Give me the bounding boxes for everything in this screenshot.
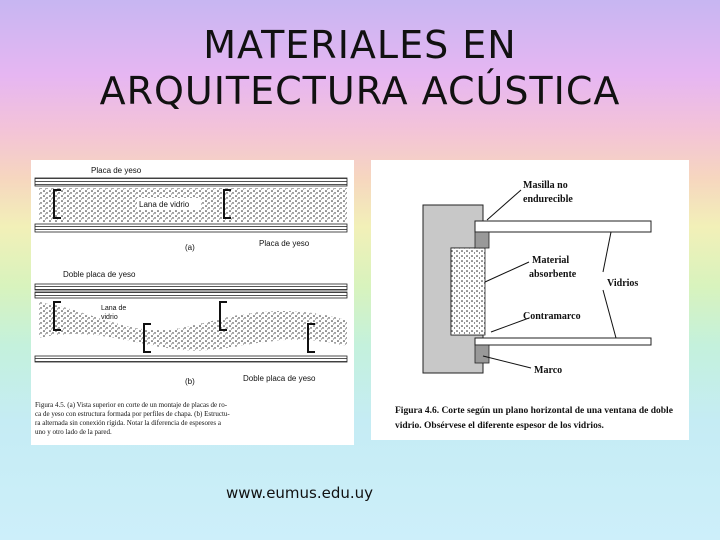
glass-wool-b [39, 302, 347, 351]
label-lana-vidrio-b-2: vidrio [101, 314, 118, 321]
gypsum-board-b-3 [35, 356, 347, 362]
figure-window-section [371, 160, 689, 440]
glass-pane-top [475, 221, 651, 232]
caption-left-line-3: ra alternada sin conexión rígida. Notar la diferencia de espesores a [35, 419, 221, 427]
caption-right-line-2: vidrio. Obsérvese el diferente espesor de los vidrios. [395, 421, 604, 431]
caption-left-line-1: Figura 4.5. (a) Vista superior en corte de un montaje de placas de ro- [35, 401, 228, 409]
label-lana-vidrio-a: Lana de vidrio [139, 200, 190, 209]
label-a: (a) [185, 243, 195, 252]
label-marco: Marco [534, 365, 563, 376]
label-doble-placa-bottom: Doble placa de yeso [243, 374, 316, 383]
glass-pane-bottom [475, 338, 651, 345]
caption-right-line-1: Figura 4.6. Corte según un plano horizontal de una ventana de doble [395, 406, 673, 416]
wall-section-drawing [31, 160, 354, 445]
slide-title [0, 22, 720, 114]
footer-url: www.eumus.edu.uy [226, 484, 374, 502]
caption-left-line-2: ca de yeso con estructura formada por perfiles de chapa. (b) Estructu- [35, 410, 230, 418]
slide-title-line-1: MATERIALES EN [203, 23, 517, 67]
label-masilla-1: Masilla no [523, 180, 568, 191]
label-contramarco: Contramarco [523, 311, 581, 322]
gypsum-board-b-1 [35, 284, 347, 290]
label-masilla-2: endurecible [523, 194, 573, 205]
gypsum-board-b-2 [35, 292, 347, 298]
gypsum-board-a-top [35, 178, 347, 186]
label-doble-placa-top: Doble placa de yeso [63, 270, 136, 279]
label-vidrios: Vidrios [607, 278, 639, 289]
figure-wall-section [31, 160, 354, 445]
label-material-2: absorbente [529, 269, 577, 280]
label-placa-yeso-top: Placa de yeso [91, 166, 142, 175]
label-lana-vidrio-b-1: Lana de [101, 305, 127, 312]
contramarco-bottom [475, 345, 489, 363]
label-placa-yeso-a: Placa de yeso [259, 239, 310, 248]
slide-title-line-2: ARQUITECTURA ACÚSTICA [99, 69, 621, 113]
absorbent-material [451, 248, 485, 335]
window-section-drawing [371, 160, 689, 440]
caption-left-line-4: uno y otro lado de la pared. [35, 428, 112, 436]
label-b: (b) [185, 377, 195, 386]
label-material-1: Material [532, 255, 570, 266]
contramarco-top [475, 232, 489, 248]
gypsum-board-a-bottom [35, 224, 347, 232]
